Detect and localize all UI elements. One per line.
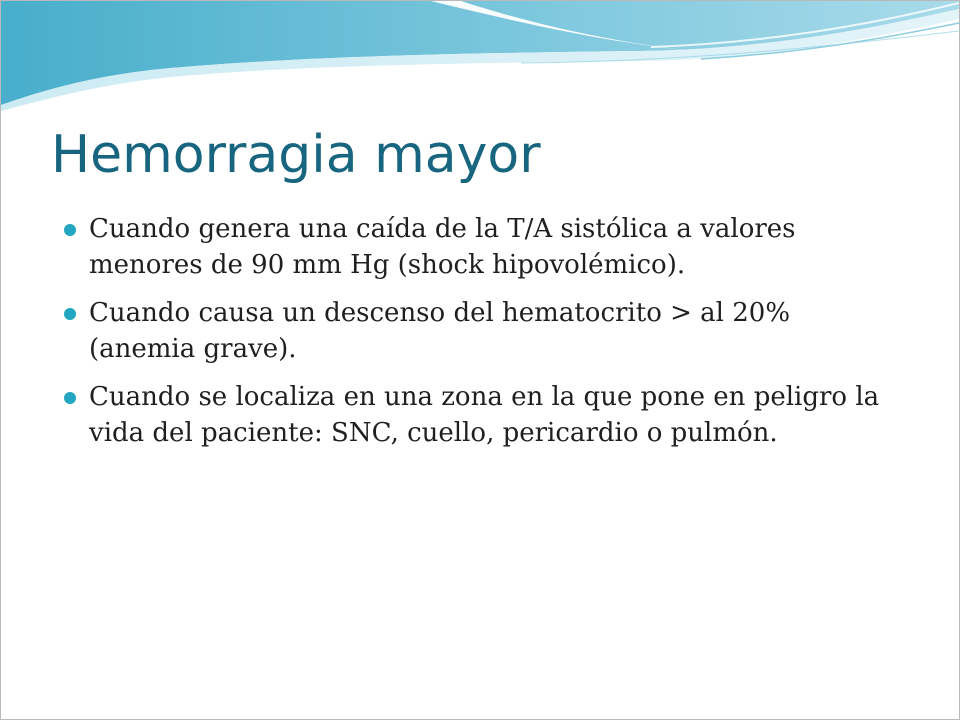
bullet-text: Cuando se localiza en una zona en la que pone en peligro la vida del paciente: SNC, cuello, pericardio o pulmón. [89,382,880,448]
bullet-text: Cuando genera una caída de la T/A sistólica a valores menores de 90 mm Hg (shock hipovolémico). [89,214,796,280]
wave-band-main [1,1,959,105]
slide-title: Hemorragia mayor [51,125,541,185]
bullet-dot-icon [64,224,76,236]
bullet-item [64,379,894,451]
bullet-item [64,211,894,283]
bullet-list [64,211,894,463]
bullet-text: Cuando causa un descenso del hematocrito > al 20% (anemia grave). [89,298,791,364]
bullet-item [64,295,894,367]
bullet-dot-icon [64,392,76,404]
header-wave-decoration [1,1,959,111]
bullet-dot-icon [64,308,76,320]
